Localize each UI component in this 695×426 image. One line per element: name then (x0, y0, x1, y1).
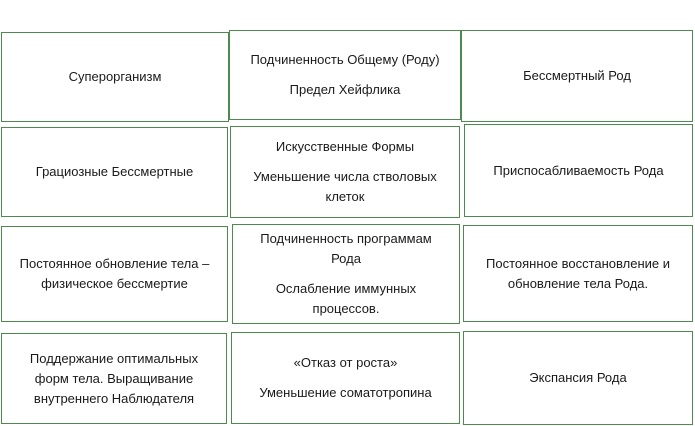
box-constant-body-renewal (1, 226, 228, 322)
box-text: Суперорганизм (68, 69, 162, 84)
box-text: Искусственные Формы (275, 139, 415, 154)
box-text: Ослабление иммунных процессов. (275, 281, 417, 316)
box-subordination-programs (232, 224, 460, 324)
box-superorganism (1, 32, 229, 122)
box-immortal-kin (461, 30, 693, 122)
box-artificial-forms (230, 126, 460, 218)
box-text: Экспансия Рода (529, 370, 627, 385)
box-text: Поддержание оптимальных форм тела. Выращивание внутреннего Наблюдателя (29, 350, 199, 406)
box-text: Предел Хейфлика (289, 82, 401, 97)
box-kin-adaptability (464, 124, 693, 217)
box-text: Грациозные Бессмертные (35, 164, 194, 179)
box-subordination-common (229, 30, 461, 120)
box-kin-expansion (463, 331, 693, 425)
box-text: Бессмертный Род (523, 68, 631, 83)
box-text: Подчиненность Общему (Роду) (250, 52, 440, 67)
box-text: Подчиненность программам Рода (260, 231, 432, 266)
box-kin-restoration (463, 225, 693, 322)
box-refusal-of-growth (231, 332, 460, 424)
box-graceful-immortals (1, 127, 228, 217)
box-text: Постоянное обновление тела – физическое бессмертие (19, 256, 210, 291)
box-text: «Отказ от роста» (293, 355, 398, 370)
box-text: Постоянное восстановление и обновление тела Рода. (486, 255, 670, 291)
box-optimal-forms (1, 333, 227, 424)
box-text: Уменьшение соматотропина (259, 385, 432, 400)
box-text: Уменьшение числа стволовых клеток (253, 169, 437, 204)
box-text: Приспосабливаемость Рода (493, 162, 664, 178)
